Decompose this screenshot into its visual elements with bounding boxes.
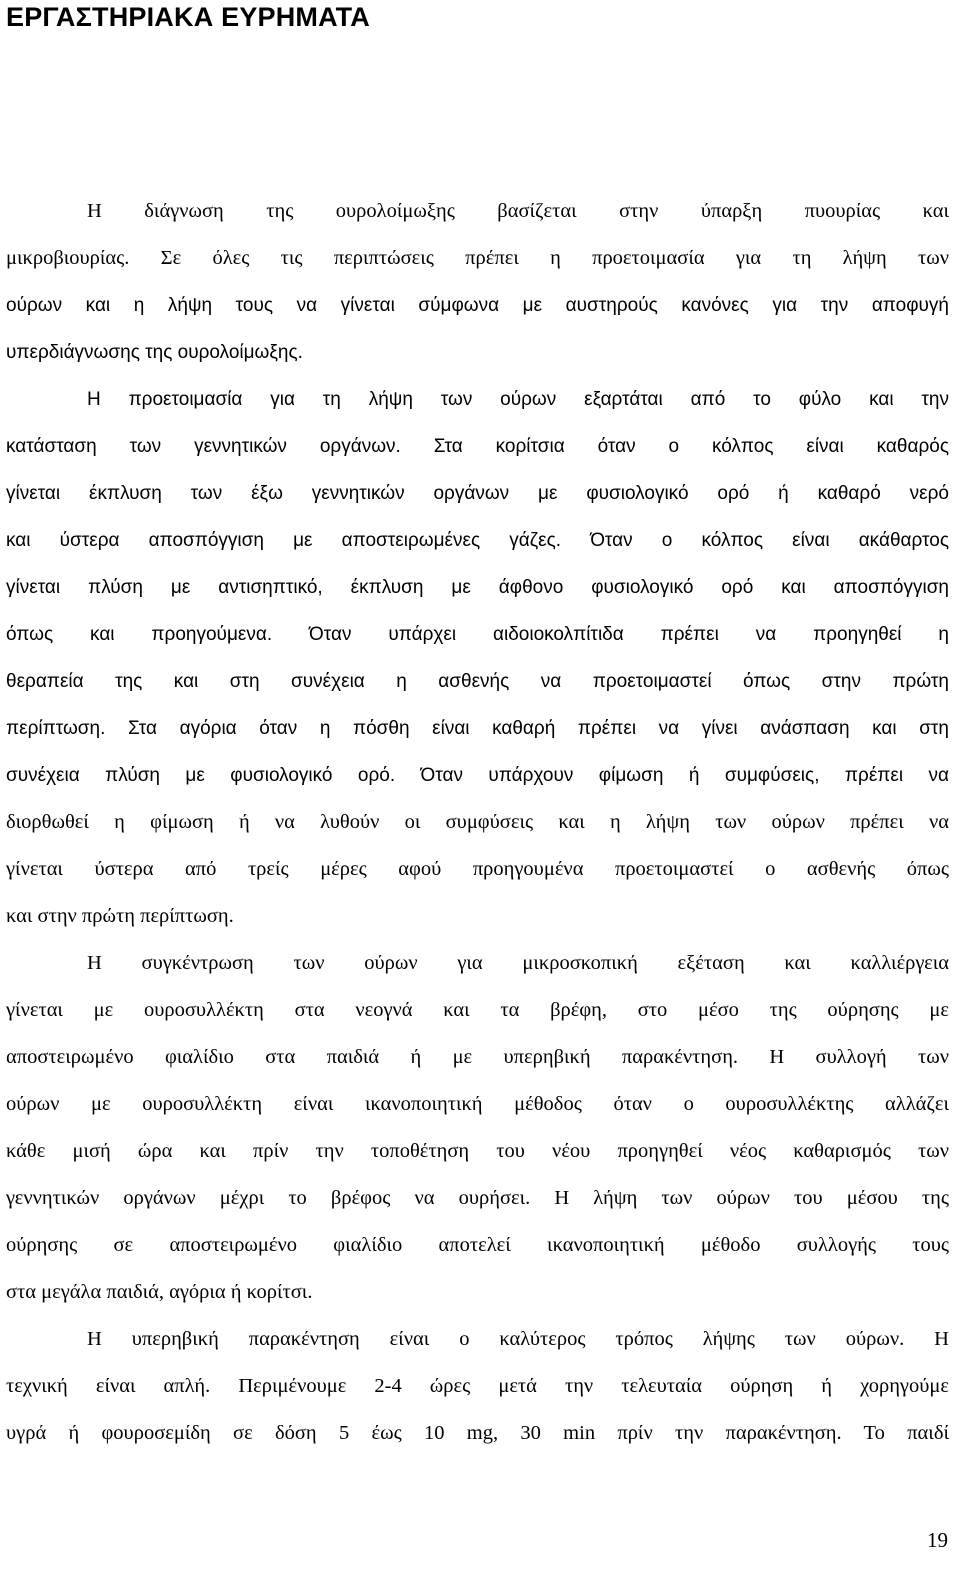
text-line: θεραπεία της και στη συνέχεια η ασθενής να προετοιμαστεί όπως στην πρώτη <box>6 671 949 692</box>
text-line: γίνεται έκπλυση των έξω γεννητικών οργάνων με φυσιολογικό ορό ή καθαρό νερό <box>6 483 949 504</box>
text-line: υπερδιάγνωσης της ουρολοίμωξης. <box>6 342 303 363</box>
text-line: Η συγκέντρωση των ούρων για μικροσκοπική εξέταση και καλλιέργεια <box>87 952 949 974</box>
text-line: αποστειρωμένο φιαλίδιο στα παιδιά ή με υπερηβική παρακέντηση. Η συλλογή των <box>6 1046 949 1068</box>
text-line: περίπτωση. Στα αγόρια όταν η πόσθη είναι καθαρή πρέπει να γίνει ανάσπαση και στη <box>6 718 949 739</box>
text-line: διορθωθεί η φίμωση ή να λυθούν οι συμφύσεις και η λήψη των ούρων πρέπει να <box>6 811 949 833</box>
text-line: όπως και προηγούμενα. Όταν υπάρχει αιδοιοκολπίτιδα πρέπει να προηγηθεί η <box>6 624 949 645</box>
text-line: ούρων με ουροσυλλέκτη είναι ικανοποιητική μέθοδος όταν ο ουροσυλλέκτης αλλάζει <box>6 1093 949 1115</box>
text-line: γίνεται πλύση με αντισηπτικό, έκπλυση με άφθονο φυσιολογικό ορό και αποσπόγγιση <box>6 577 949 598</box>
text-line: Η υπερηβική παρακέντηση είναι ο καλύτερος τρόπος λήψης των ούρων. Η <box>87 1328 949 1350</box>
text-line: μικροβιουρίας. Σε όλες τις περιπτώσεις πρέπει η προετοιμασία για τη λήψη των <box>6 247 949 269</box>
text-line: τεχνική είναι απλή. Περιμένουμε 2-4 ώρες μετά την τελευταία ούρηση ή χορηγούμε <box>6 1375 949 1397</box>
text-line: και στην πρώτη περίπτωση. <box>6 905 234 927</box>
text-line: γίνεται με ουροσυλλέκτη στα νεογνά και τα βρέφη, στο μέσο της ούρησης με <box>6 999 949 1021</box>
page-number: 19 <box>927 1528 948 1552</box>
text-line: Η διάγνωση της ουρολοίμωξης βασίζεται στην ύπαρξη πυουρίας και <box>87 200 949 222</box>
text-line: γίνεται ύστερα από τρείς μέρες αφού προηγουμένα προετοιμαστεί ο ασθενής όπως <box>6 858 949 880</box>
text-line: κατάσταση των γεννητικών οργάνων. Στα κορίτσια όταν ο κόλπος είναι καθαρός <box>6 436 949 457</box>
text-line: και ύστερα αποσπόγγιση με αποστειρωμένες γάζες. Όταν ο κόλπος είναι ακάθαρτος <box>6 530 949 551</box>
text-line: υγρά ή φουροσεμίδη σε δόση 5 έως 10 mg, 30 min πρίν την παρακέντηση. Το παιδί <box>6 1422 949 1444</box>
text-line: συνέχεια πλύση με φυσιολογικό ορό. Όταν υπάρχουν φίμωση ή συμφύσεις, πρέπει να <box>6 765 949 786</box>
text-line: ούρησης σε αποστειρωμένο φιαλίδιο αποτελεί ικανοποιητική μέθοδο συλλογής τους <box>6 1234 949 1256</box>
text-line: Η προετοιμασία για τη λήψη των ούρων εξαρτάται από το φύλο και την <box>87 389 949 410</box>
text-line: κάθε μισή ώρα και πρίν την τοποθέτηση του νέου προηγηθεί νέος καθαρισμός των <box>6 1140 949 1162</box>
section-heading: ΕΡΓΑΣΤΗΡΙΑΚΑ ΕΥΡΗΜΑΤΑ <box>6 2 370 32</box>
text-line: στα μεγάλα παιδιά, αγόρια ή κορίτσι. <box>6 1281 313 1303</box>
text-line: ούρων και η λήψη τους να γίνεται σύμφωνα με αυστηρούς κανόνες για την αποφυγή <box>6 295 949 316</box>
text-line: γεννητικών οργάνων μέχρι το βρέφος να ουρήσει. Η λήψη των ούρων του μέσου της <box>6 1187 949 1209</box>
